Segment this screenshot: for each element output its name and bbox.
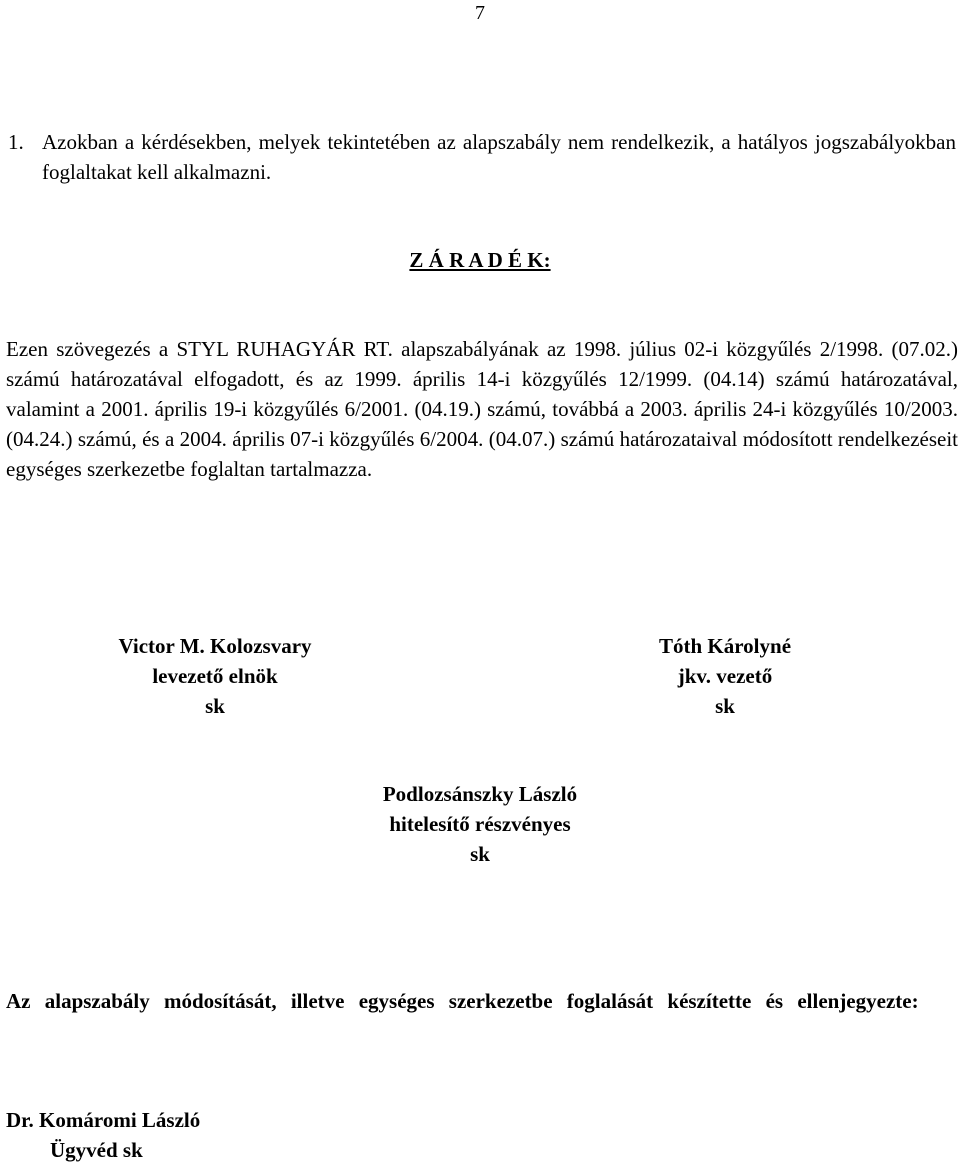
lawyer-signature (6, 1105, 406, 1165)
signatory-role: levezető elnök (152, 664, 278, 688)
signature-block-authenticator (0, 779, 960, 869)
page-number: 7 (475, 2, 485, 24)
signatory-name: Tóth Károlyné (658, 634, 792, 658)
clause-paragraph: Ezen szövegezés a STYL RUHAGYÁR RT. alapszabályának az 1998. július 02-i közgyűlés 2/1998. (07.02.) számú határozatával elfogadott, és az 1999. április 14-i közgyűlés 12/1999. (04.14) számú határozatával, valamint a 2001. április 19-i közgyűlés 6/2001. (04.19.) számú, továbbá a 2003. április 24-i közgyűlés 10/2003. (04.24.) számú, és a 2004. április 07-i közgyűlés 6/2004. (04.07.) számú határozataival módosított rendelkezéseit egységes szerkezetbe foglaltan tartalmazza. (6, 337, 958, 481)
signatory-name: Podlozsánszky László (382, 782, 578, 806)
signature-mark: sk (205, 694, 225, 718)
lawyer-name: Dr. Komáromi László (6, 1108, 201, 1132)
signatory-role: hitelesítő részvényes (389, 812, 571, 836)
countersign-note: Az alapszabály módosítását, illetve egységes szerkezetbe foglalását készítette és ellenjegyezte: (6, 989, 919, 1013)
list-item-number: 1. (8, 130, 24, 154)
lawyer-title: Ügyvéd sk (50, 1138, 143, 1162)
signatory-name: Victor M. Kolozsvary (118, 634, 312, 658)
signature-mark: sk (470, 842, 490, 866)
clause-heading: Z Á R A D É K: (409, 248, 551, 272)
signature-mark: sk (715, 694, 735, 718)
list-item-text: Azokban a kérdésekben, melyek tekintetében az alapszabály nem rendelkezik, a hatályos jogszabályokban foglaltakat kell alkalmazni. (42, 130, 956, 184)
list-item (8, 127, 960, 187)
signatory-role: jkv. vezető (677, 664, 773, 688)
signature-block-minutes-keeper (570, 631, 880, 721)
signature-block-chair (60, 631, 370, 721)
